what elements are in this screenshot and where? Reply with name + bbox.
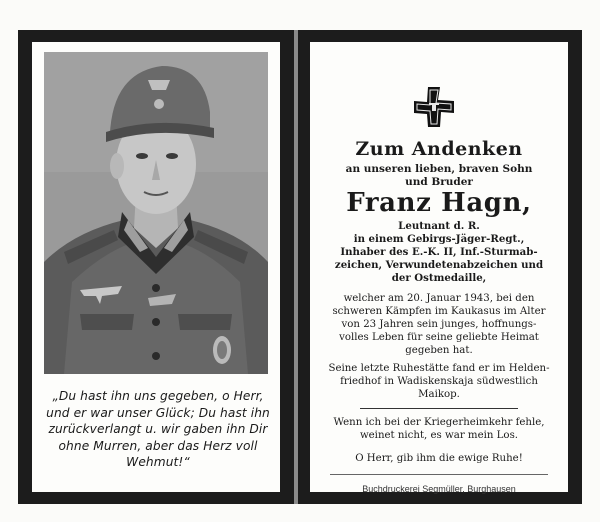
right-panel — [298, 30, 582, 504]
intro-line: an unseren lieben, braven Sohn — [345, 163, 533, 175]
quote-line: Wehmut!“ — [126, 455, 190, 469]
iron-cross-icon — [413, 86, 455, 128]
memorial-title: Zum Andenken — [355, 138, 523, 160]
rank-line: der Ostmedaille, — [391, 272, 487, 284]
left-panel-paper — [32, 42, 280, 492]
memorial-quote — [42, 388, 274, 471]
quote-line: zurückverlangt u. wir gaben ihn Dir — [48, 422, 268, 436]
deceased-name: Franz Hagn, — [346, 188, 532, 218]
body-line: welcher am 20. Januar 1943, bei den — [343, 293, 535, 304]
body-line: volles Leben für seine geliebte Heimat — [339, 332, 539, 343]
quote-line: und er war unser Glück; Du hast ihn — [46, 405, 270, 420]
right-panel-paper — [310, 42, 568, 492]
divider — [330, 474, 548, 475]
intro-line: und Bruder — [405, 176, 473, 188]
rank-line: zeichen, Verwundetenabzeichen und — [334, 259, 544, 271]
quote-line: ohne Murren, aber das Herz voll — [58, 438, 258, 453]
quote-line: „Du hast ihn uns gegeben, o Herr, — [52, 389, 264, 403]
rest-line: friedhof in Wadiskenskaja südwestlich — [340, 376, 538, 387]
rest-line: Maikop. — [418, 389, 460, 400]
rank-line: Leutnant d. R. — [398, 220, 480, 232]
printer-credit: Buchdruckerei Segmüller, Burghausen — [362, 484, 516, 494]
soldier-portrait-photo — [44, 52, 268, 374]
left-panel — [18, 30, 294, 504]
divider — [360, 408, 518, 409]
verse-line: weinet nicht, es war mein Los. — [359, 430, 519, 441]
rest-line: Seine letzte Ruhestätte fand er im Helden- — [328, 363, 550, 374]
verse-line: Wenn ich bei der Kriegerheimkehr fehle, — [333, 417, 545, 428]
body-line: gegeben hat. — [405, 345, 473, 356]
body-line: schweren Kämpfen im Kaukasus im Alter — [332, 306, 546, 317]
rank-line: Inhaber des E.-K. II, Inf.-Sturmab- — [340, 246, 538, 258]
rank-line: in einem Gebirgs-Jäger-Regt., — [353, 233, 525, 245]
prayer-line: O Herr, gib ihm die ewige Ruhe! — [355, 453, 523, 464]
body-line: von 23 Jahren sein junges, hoffnungs- — [341, 319, 537, 330]
